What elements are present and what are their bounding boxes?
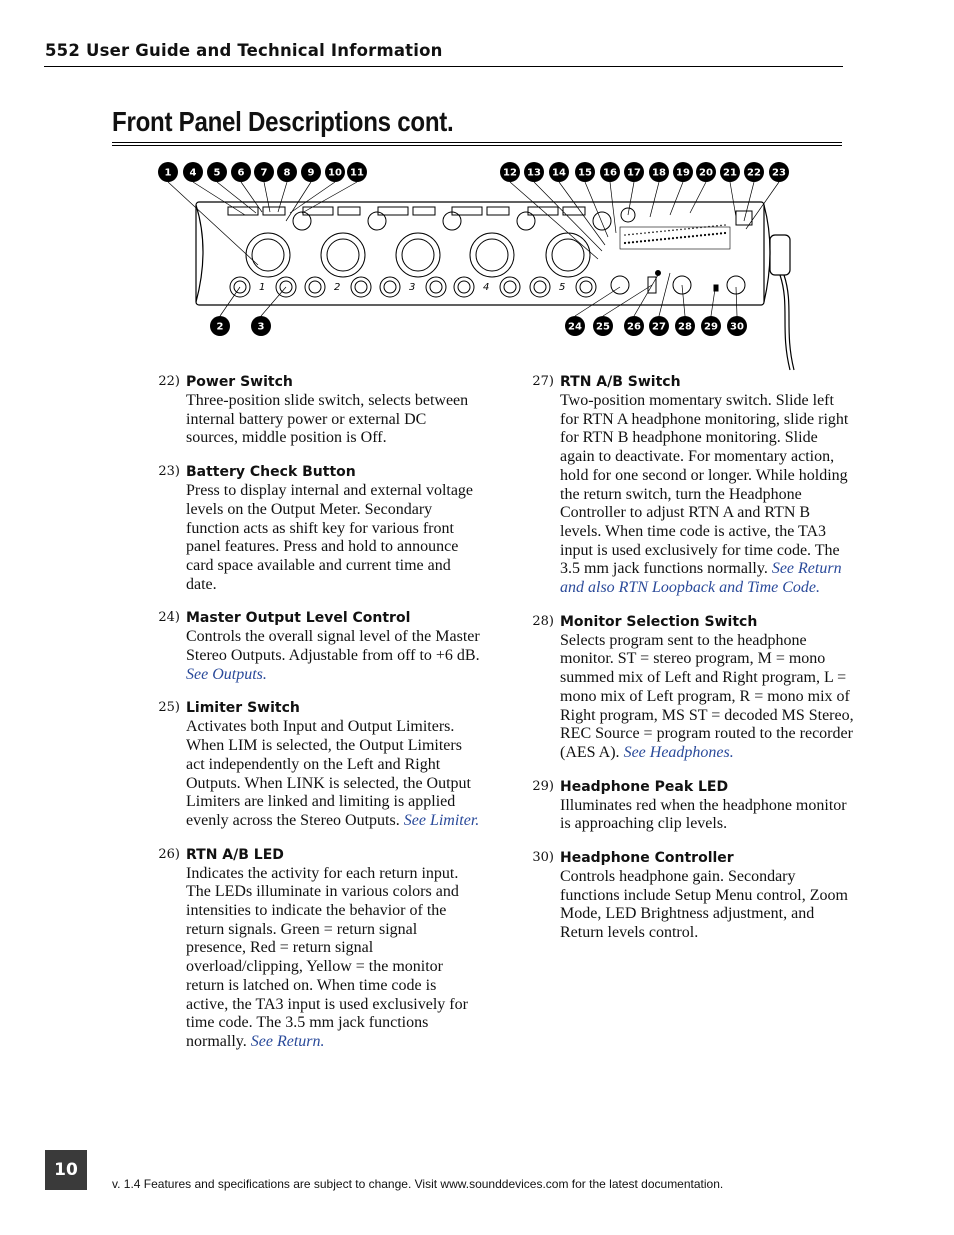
item-body-text: Activates both Input and Output Limiters. When LIM is selected, the Output Limiters act independently on the Left and Right Outputs. When LINK is selected, the Output Limiters are linked and limiting is applied evenly across the Stereo Outputs.: [186, 718, 471, 829]
left-column: [150, 373, 480, 1067]
item-number: 28): [532, 613, 554, 629]
cross-reference-link[interactable]: See Outputs.: [186, 665, 267, 683]
item-title: Monitor Selection Switch: [560, 613, 758, 630]
item-number: 30): [532, 850, 554, 866]
channel-switch: [452, 207, 482, 215]
item-body-text: Controls headphone gain. Secondary functions include Setup Menu control, Zoom Mode, LED Brightness adjustment, and Return levels control.: [560, 868, 848, 942]
meter-led: [684, 236, 686, 238]
callout-number: 28: [678, 321, 692, 333]
channel-number-label: 1: [259, 282, 266, 293]
callout-number: 12: [503, 167, 517, 179]
cross-reference-link[interactable]: See Limiter.: [403, 811, 480, 829]
callout-number: 1: [164, 167, 172, 179]
meter-led: [688, 236, 690, 238]
meter-led: [664, 238, 666, 240]
output-meter: [620, 227, 730, 249]
channel-pan-knob: [454, 277, 474, 297]
page-number: 10: [45, 1150, 87, 1190]
item-body-text: Press to display internal and external voltage levels on the Output Meter. Secondary function acts as shift key for various front panel features. Press and hold to announce card space available and current time and date.: [186, 482, 474, 593]
meter-led: [708, 234, 710, 236]
callout-number: 19: [676, 167, 690, 179]
channel-fader-knob: [500, 277, 520, 297]
callout-number: 14: [552, 167, 566, 179]
channel-pan-knob: [305, 277, 325, 297]
callout-number: 25: [596, 321, 610, 333]
section-rule: [112, 142, 842, 143]
header-rule: [44, 66, 843, 67]
cross-reference-link[interactable]: See Return and also RTN Loopback and Time Code.: [560, 560, 842, 597]
callout-number: 23: [772, 167, 786, 179]
meter-led: [692, 235, 694, 237]
meter-led: [720, 232, 722, 234]
meter-led: [672, 237, 674, 239]
channel-gain-knob: [321, 233, 365, 277]
item-body-text: Controls the overall signal level of the Master Stereo Outputs. Adjustable from off to +6 dB.: [186, 628, 480, 665]
item-title: Battery Check Button: [186, 464, 356, 481]
right-column: [524, 373, 854, 958]
page-header-title: 552 User Guide and Technical Information: [45, 41, 443, 60]
description-item: [524, 613, 854, 763]
meter-led: [712, 233, 714, 235]
item-title: Headphone Peak LED: [560, 778, 729, 795]
callout-number: 16: [603, 167, 617, 179]
meter-led: [640, 240, 642, 242]
callout-number: 13: [527, 167, 541, 179]
meter-led: [632, 241, 634, 243]
callout-number: 17: [627, 167, 641, 179]
meter-led: [652, 239, 654, 241]
description-item: [524, 849, 854, 943]
channel-fader-knob: [576, 277, 596, 297]
callout-number: 29: [704, 321, 718, 333]
footer-note: v. 1.4 Features and specifications are subject to change. Visit www.sounddevices.com for the latest documentation.: [112, 1177, 724, 1191]
item-number: 25): [158, 700, 180, 716]
item-body: [560, 797, 854, 834]
channel-gain-knob: [546, 233, 590, 277]
item-body: [560, 392, 854, 598]
item-number: 23): [158, 464, 180, 480]
item-body-text: Indicates the activity for each return input. The LEDs illuminate in various colors and intensities to indicate the behavior of the return signals. Green = return signal presence, Red = return signal overload/clipping, Yellow = the monitor return is latched on. When time code is active, the TA3 input is used exclusively for time code. The 3.5 mm jack functions normally.: [186, 864, 468, 1050]
meter-led: [696, 235, 698, 237]
rtn-ab-led: [656, 271, 661, 276]
meter-led: [680, 236, 682, 238]
meter-led: [716, 233, 718, 235]
item-title: RTN A/B LED: [186, 846, 284, 863]
channel-gain-knob: [246, 233, 290, 277]
channel-trim-knob: [593, 212, 611, 230]
meter-led: [724, 232, 726, 234]
item-body-text: Illuminates red when the headphone monitor is approaching clip levels.: [560, 796, 847, 833]
item-body: [186, 865, 480, 1052]
channel-fader-knob: [351, 277, 371, 297]
item-number: 22): [158, 374, 180, 389]
item-number: 27): [532, 374, 554, 389]
front-panel-diagram: [150, 155, 810, 385]
callout-number: 9: [307, 167, 315, 179]
item-title: Headphone Controller: [560, 850, 734, 867]
battery-check-button: [736, 211, 752, 225]
cross-reference-link[interactable]: See Return.: [250, 1032, 325, 1050]
channel-number-label: 4: [483, 282, 490, 293]
channel-fader-knob: [426, 277, 446, 297]
callout-number: 15: [578, 167, 592, 179]
description-item: [150, 373, 480, 448]
meter-led: [660, 238, 662, 240]
description-item: [524, 778, 854, 834]
meter-led: [648, 240, 650, 242]
description-item: [150, 609, 480, 684]
item-body: [560, 632, 854, 763]
callout-number: 5: [213, 167, 221, 179]
channel-gain-knob: [470, 233, 514, 277]
meter-led: [676, 237, 678, 239]
channel-pan-knob: [380, 277, 400, 297]
callout-number: 18: [652, 167, 666, 179]
item-body-text: Three-position slide switch, selects between internal battery power or external DC sources, middle position is Off.: [186, 392, 469, 447]
item-body-text: Selects program sent to the headphone monitor. ST = stereo program, M = mono summed mix of Left and Right program, L = mono mix of Left program, R = mono mix of Right program, MS ST = decoded MS Stereo, REC Source = program routed to the recorder (AES A).: [560, 631, 854, 761]
meter-led: [700, 234, 702, 236]
callout-number: 10: [328, 167, 342, 179]
callout-number: 26: [627, 321, 641, 333]
section-rule: [112, 145, 842, 146]
cross-reference-link[interactable]: See Headphones.: [623, 743, 734, 761]
callout-number: 6: [237, 167, 245, 179]
channel-pan-knob: [530, 277, 550, 297]
item-title: Limiter Switch: [186, 700, 300, 717]
callout-number: 21: [723, 167, 737, 179]
item-body: [186, 392, 480, 448]
item-number: 24): [158, 610, 180, 626]
description-item: [150, 463, 480, 594]
callout-number: 7: [260, 167, 268, 179]
callout-number: 8: [283, 167, 291, 179]
item-title: Master Output Level Control: [186, 610, 411, 627]
item-number: 29): [532, 778, 554, 794]
description-item: [150, 699, 480, 830]
item-body: [186, 482, 480, 594]
channel-number-label: 5: [559, 282, 566, 293]
item-title: RTN A/B Switch: [560, 374, 681, 390]
description-item: [150, 846, 480, 1052]
callout-number: 20: [699, 167, 713, 179]
section-title: Front Panel Descriptions cont.: [112, 106, 454, 137]
meter-led: [704, 234, 706, 236]
description-item: [524, 373, 854, 598]
channel-gain-knob: [396, 233, 440, 277]
meter-led: [624, 242, 626, 244]
callout-number: 27: [652, 321, 666, 333]
meter-led: [636, 241, 638, 243]
callout-number: 3: [257, 321, 265, 333]
item-title: Power Switch: [186, 374, 293, 390]
item-body: [186, 628, 480, 684]
item-body-text: Two-position momentary switch. Slide left for RTN A headphone monitoring, slide right for RTN B headphone monitoring. Slide again to deactivate. For momentary action, hold for one second or longer. While holding the return switch, turn the Headphone Controller to adjust RTN A and RTN B levels. When time code is active, the TA3 input is used exclusively for time code. The 3.5 mm jack functions normally.: [560, 392, 849, 578]
channel-number-label: 3: [409, 282, 416, 293]
meter-led: [668, 238, 670, 240]
item-body: [186, 718, 480, 830]
callout-number: 11: [350, 167, 364, 179]
meter-led: [656, 239, 658, 241]
meter-led: [628, 242, 630, 244]
callout-number: 24: [568, 321, 582, 333]
item-number: 26): [158, 846, 180, 862]
callout-number: 4: [189, 167, 197, 179]
callout-number: 2: [216, 321, 224, 333]
callout-number: 30: [730, 321, 744, 333]
callout-number: 22: [747, 167, 761, 179]
item-body: [560, 868, 854, 943]
channel-number-label: 2: [334, 282, 341, 293]
meter-led: [644, 240, 646, 242]
